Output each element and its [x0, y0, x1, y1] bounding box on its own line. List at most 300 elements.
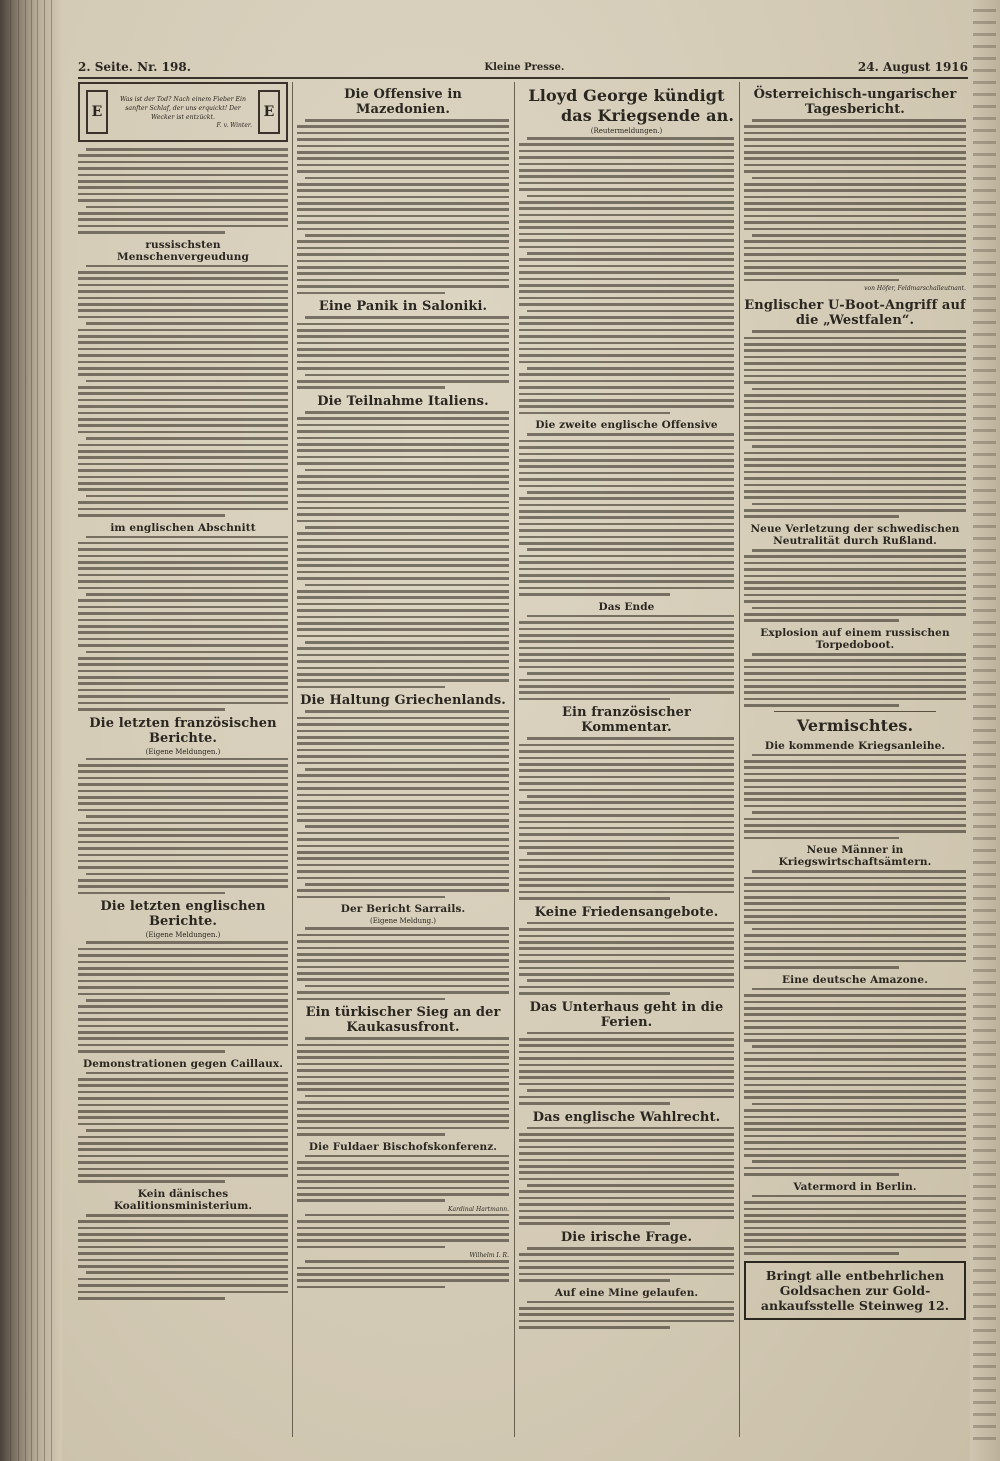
- text-line: [297, 1286, 445, 1289]
- adjacent-page-text-line: [973, 549, 996, 552]
- text-line: [752, 234, 966, 237]
- text-line: [78, 1233, 288, 1236]
- text-line: [297, 272, 509, 275]
- text-line: [519, 393, 734, 396]
- adjacent-page-text-line: [973, 1017, 996, 1020]
- text-line: [744, 477, 966, 480]
- adjacent-page-text-line: [973, 1245, 996, 1248]
- text-line: [744, 420, 966, 423]
- text-line: [527, 491, 734, 494]
- article-title: Neue Verletzung der schwedischen Neutralität durch Rußland.: [750, 523, 960, 548]
- body-text-lines: [297, 710, 509, 898]
- text-line: [744, 921, 966, 924]
- adjacent-page-text-line: [973, 693, 996, 696]
- body-text-lines: [297, 1214, 509, 1249]
- text-line: [744, 490, 966, 493]
- text-line: [744, 202, 966, 205]
- body-text-lines: [744, 1195, 966, 1255]
- text-line: [519, 150, 734, 153]
- text-line: [744, 786, 966, 789]
- text-line: [78, 695, 288, 698]
- text-line: [86, 941, 288, 944]
- text-line: [78, 348, 288, 351]
- article-title: Die Fuldaer Bischofskonferenz.: [308, 1140, 498, 1153]
- body-text-lines: [744, 754, 966, 840]
- text-line: [297, 889, 509, 892]
- adjacent-page-text-line: [973, 33, 996, 36]
- text-line: [297, 335, 509, 338]
- text-line: [78, 567, 288, 570]
- column-divider: [514, 82, 515, 1437]
- adjacent-page-text-line: [973, 897, 996, 900]
- adjacent-page-text-line: [973, 213, 996, 216]
- ad-line: Bringt alle entbehrlichen: [765, 1267, 945, 1283]
- text-line: [297, 215, 509, 218]
- adjacent-page-text-line: [973, 825, 996, 828]
- text-line: [78, 501, 288, 504]
- ornament-icon: E: [258, 90, 280, 134]
- text-line: [744, 1201, 966, 1204]
- text-line: [519, 175, 734, 178]
- text-line: [519, 1096, 734, 1099]
- body-text-lines: [78, 536, 288, 711]
- text-line: [744, 966, 899, 969]
- text-line: [519, 226, 734, 229]
- text-line: [744, 343, 966, 346]
- text-line: [744, 509, 966, 512]
- text-line: [744, 600, 966, 603]
- text-line: [78, 1220, 288, 1223]
- text-line: [78, 161, 288, 164]
- text-line: [78, 1110, 288, 1113]
- text-line: [744, 356, 966, 359]
- text-line: [305, 1155, 509, 1158]
- signature: Kardinal Hartmann.: [448, 1205, 509, 1213]
- text-line: [519, 465, 734, 468]
- text-line: [297, 279, 509, 282]
- adjacent-page-text-line: [973, 1257, 996, 1260]
- body-text-lines: [297, 1037, 509, 1135]
- text-line: [744, 221, 966, 224]
- text-line: [78, 225, 288, 228]
- adjacent-page-text-line: [973, 981, 996, 984]
- text-line: [78, 514, 225, 517]
- text-line: [519, 316, 734, 319]
- text-line: [519, 884, 734, 887]
- adjacent-page-text-line: [973, 837, 996, 840]
- adjacent-page-text-line: [973, 1317, 996, 1320]
- adjacent-page-text-line: [973, 705, 996, 708]
- adjacent-page-text-line: [973, 1125, 996, 1128]
- text-line: [297, 285, 509, 288]
- adjacent-page-text-line: [973, 885, 996, 888]
- body-text-lines: [78, 1072, 288, 1183]
- text-line: [297, 1279, 509, 1282]
- text-line: [519, 516, 734, 519]
- text-line: [744, 484, 966, 487]
- adjacent-page-text-line: [973, 69, 996, 72]
- text-line: [744, 170, 966, 173]
- text-line: [297, 781, 509, 784]
- text-line: [519, 1178, 734, 1181]
- text-line: [744, 824, 966, 827]
- text-line: [78, 1297, 225, 1300]
- adjacent-page-text-line: [973, 297, 996, 300]
- text-line: [519, 485, 734, 488]
- text-line: [78, 708, 225, 711]
- text-line: [744, 953, 966, 956]
- text-line: [519, 580, 734, 583]
- text-line: [78, 973, 288, 976]
- text-line: [78, 967, 288, 970]
- text-line: [519, 214, 734, 217]
- text-line: [297, 736, 509, 739]
- adjacent-page-text-line: [973, 801, 996, 804]
- text-line: [78, 444, 288, 447]
- text-line: [744, 189, 966, 192]
- text-line: [78, 561, 288, 564]
- article-title: Kein dänisches Koalitionsministerium.: [113, 1187, 253, 1212]
- adjacent-page-text-line: [973, 9, 996, 12]
- text-line: [519, 459, 734, 462]
- poem-text: Was ist der Tod? Nach einem Fieber Ein sanfter Schlaf, der uns erquickt! Der Wecker ist entzückt.: [119, 95, 247, 121]
- page-number: 2. Seite. Nr. 198.: [78, 60, 191, 74]
- text-line: [744, 240, 966, 243]
- book-binding: [0, 0, 62, 1461]
- column-divider: [292, 82, 293, 1437]
- text-line: [744, 151, 966, 154]
- text-line: [744, 1077, 966, 1080]
- text-line: [752, 1103, 966, 1106]
- text-line: [297, 1233, 509, 1236]
- text-line: [744, 587, 966, 590]
- text-line: [519, 872, 734, 875]
- text-line: [752, 1195, 966, 1198]
- body-text-lines: [744, 870, 966, 968]
- adjacent-page-text-line: [973, 237, 996, 240]
- adjacent-page-text-line: [973, 1425, 996, 1428]
- text-line: [519, 954, 734, 957]
- text-line: [519, 1171, 734, 1174]
- text-line: [744, 1001, 966, 1004]
- text-line: [297, 1056, 509, 1059]
- text-line: [297, 424, 509, 427]
- text-line: [744, 496, 966, 499]
- adjacent-page-text-line: [973, 1113, 996, 1116]
- text-line: [527, 195, 734, 198]
- text-line: [297, 240, 509, 243]
- adjacent-page-text-line: [973, 453, 996, 456]
- text-line: [744, 400, 966, 403]
- text-line: [78, 663, 288, 666]
- text-line: [744, 947, 966, 950]
- text-line: [297, 686, 445, 689]
- text-line: [78, 354, 288, 357]
- text-line: [519, 169, 734, 172]
- text-line: [744, 685, 966, 688]
- text-line: [297, 966, 509, 969]
- text-line: [297, 647, 509, 650]
- text-line: [297, 367, 509, 370]
- text-line: [86, 651, 288, 654]
- text-line: [297, 749, 509, 752]
- text-line: [78, 1284, 288, 1287]
- text-line: [86, 1271, 288, 1274]
- text-line: [519, 992, 670, 995]
- text-line: [519, 960, 734, 963]
- adjacent-page-text-line: [973, 993, 996, 996]
- article-title: Auf eine Mine gelaufen.: [554, 1286, 699, 1299]
- text-line: [519, 542, 734, 545]
- text-line: [527, 1301, 734, 1304]
- text-line: [527, 1032, 734, 1035]
- text-line: [744, 228, 966, 231]
- text-line: [297, 1220, 509, 1223]
- text-line: [297, 742, 509, 745]
- adjacent-page-text-line: [973, 813, 996, 816]
- text-line: [78, 670, 288, 673]
- text-line: [86, 999, 288, 1002]
- text-line: [519, 1279, 670, 1282]
- text-line: [519, 453, 734, 456]
- text-line: [297, 157, 509, 160]
- text-line: [297, 260, 509, 263]
- text-line: [744, 994, 966, 997]
- text-line: [86, 536, 288, 539]
- text-line: [744, 1065, 966, 1068]
- text-line: [744, 1167, 966, 1170]
- text-line: [744, 369, 966, 372]
- article-title: Ein französischer Kommentar.: [562, 705, 691, 736]
- text-line: [297, 1199, 445, 1202]
- text-line: [519, 1320, 734, 1323]
- text-line: [78, 1025, 288, 1028]
- text-line: [78, 885, 288, 888]
- text-line: [519, 593, 670, 596]
- text-line: [78, 802, 288, 805]
- adjacent-page-text-line: [973, 1209, 996, 1212]
- text-line: [297, 202, 509, 205]
- text-line: [78, 1227, 288, 1230]
- text-line: [744, 279, 899, 282]
- text-line: [519, 814, 734, 817]
- text-line: [744, 805, 966, 808]
- text-line: [297, 1167, 509, 1170]
- text-line: [78, 1097, 288, 1100]
- text-line: [297, 417, 509, 420]
- text-line: [519, 156, 734, 159]
- text-line: [519, 935, 734, 938]
- article-title: Der Bericht Sarrails.: [340, 903, 466, 916]
- text-line: [744, 698, 966, 701]
- adjacent-page-text-line: [973, 45, 996, 48]
- text-line: [519, 769, 734, 772]
- text-line: [519, 679, 734, 682]
- column-2: [297, 82, 509, 1441]
- body-text-lines: [519, 737, 734, 899]
- article-title: Explosion auf einem russischen Torpedoboot.: [760, 626, 950, 651]
- adjacent-page-text-line: [973, 1065, 996, 1068]
- text-line: [519, 744, 734, 747]
- text-line: [78, 174, 288, 177]
- adjacent-page-text-line: [973, 1029, 996, 1032]
- text-line: [527, 367, 734, 370]
- text-line: [744, 818, 966, 821]
- text-line: [78, 303, 288, 306]
- text-line: [305, 1214, 509, 1217]
- text-line: [519, 536, 734, 539]
- text-line: [519, 1070, 734, 1073]
- text-line: [519, 405, 734, 408]
- adjacent-page-text-line: [973, 1185, 996, 1188]
- adjacent-page-text-line: [973, 177, 996, 180]
- text-line: [78, 335, 288, 338]
- text-line: [744, 132, 966, 135]
- text-line: [78, 625, 288, 628]
- text-line: [297, 723, 509, 726]
- text-line: [744, 413, 966, 416]
- text-line: [297, 660, 509, 663]
- text-line: [305, 641, 509, 644]
- text-line: [519, 207, 734, 210]
- text-line: [519, 776, 734, 779]
- text-line: [297, 1246, 445, 1249]
- text-line: [519, 827, 734, 830]
- text-line: [78, 1265, 288, 1268]
- body-text-lines: [519, 137, 734, 414]
- text-line: [519, 1273, 734, 1276]
- text-line: [78, 1259, 288, 1262]
- text-line: [744, 1148, 966, 1151]
- text-line: [744, 394, 966, 397]
- article-title: Die irische Frage.: [560, 1230, 693, 1246]
- text-line: [78, 828, 288, 831]
- text-line: [519, 647, 734, 650]
- text-line: [297, 494, 509, 497]
- text-line: [297, 1193, 509, 1196]
- adjacent-page-text-line: [973, 1089, 996, 1092]
- text-line: [78, 644, 288, 647]
- text-line: [744, 471, 966, 474]
- body-text-lines: [78, 1214, 288, 1300]
- text-line: [297, 151, 509, 154]
- text-line: [519, 1222, 670, 1225]
- adjacent-page-text-line: [973, 141, 996, 144]
- text-line: [519, 1139, 734, 1142]
- text-line: [78, 309, 288, 312]
- article-subtitle: (Eigene Meldungen.): [145, 747, 221, 756]
- text-line: [744, 909, 966, 912]
- text-line: [305, 1260, 509, 1263]
- article-title: Österreichisch-ungarischer Tagesbericht.: [753, 87, 957, 117]
- text-line: [744, 196, 966, 199]
- text-line: [78, 1123, 288, 1126]
- text-line: [78, 638, 288, 641]
- text-line: [78, 548, 288, 551]
- text-line: [519, 258, 734, 261]
- adjacent-page-text-line: [973, 441, 996, 444]
- text-line: [297, 545, 509, 548]
- text-line: [297, 940, 509, 943]
- adjacent-page-text-line: [973, 93, 996, 96]
- text-line: [744, 562, 966, 565]
- adjacent-page-text-line: [973, 777, 996, 780]
- text-line: [78, 574, 288, 577]
- signature: Wilhelm I. R.: [469, 1252, 509, 1260]
- text-line: [297, 1174, 509, 1177]
- text-line: [744, 779, 966, 782]
- text-line: [297, 870, 509, 873]
- text-line: [519, 840, 734, 843]
- text-line: [305, 234, 509, 237]
- text-line: [744, 260, 966, 263]
- text-line: [519, 386, 734, 389]
- text-line: [519, 1260, 734, 1263]
- text-line: [519, 561, 734, 564]
- text-line: [297, 132, 509, 135]
- adjacent-page-text-line: [973, 465, 996, 468]
- text-line: [78, 186, 288, 189]
- text-line: [744, 877, 966, 880]
- adjacent-page-text-line: [973, 189, 996, 192]
- text-line: [78, 1142, 288, 1145]
- text-line: [744, 960, 966, 963]
- text-line: [519, 801, 734, 804]
- text-line: [519, 329, 734, 332]
- text-line: [297, 208, 509, 211]
- text-line: [519, 574, 734, 577]
- text-line: [744, 1084, 966, 1087]
- body-text-lines: [78, 148, 288, 234]
- body-text-lines: [297, 316, 509, 389]
- text-line: [78, 612, 288, 615]
- article-title: das Kriegsende an.: [560, 106, 734, 125]
- gold-collection-advertisement: [744, 1261, 966, 1320]
- text-line: [78, 809, 288, 812]
- text-line: [297, 596, 509, 599]
- text-line: [78, 796, 288, 799]
- adjacent-page-text-line: [973, 1365, 996, 1368]
- text-line: [527, 252, 734, 255]
- text-line: [527, 548, 734, 551]
- text-line: [78, 879, 288, 882]
- adjacent-page-text-line: [973, 1077, 996, 1080]
- text-line: [78, 488, 288, 491]
- text-line: [297, 1127, 509, 1130]
- adjacent-page-text-line: [973, 1329, 996, 1332]
- text-line: [78, 456, 288, 459]
- text-line: [297, 1076, 509, 1079]
- text-line: [519, 412, 670, 415]
- text-line: [744, 1173, 899, 1176]
- text-line: [752, 928, 966, 931]
- adjacent-page-text-line: [973, 1437, 996, 1440]
- adjacent-page-text-line: [973, 1053, 996, 1056]
- masthead-title: Kleine Presse.: [484, 61, 565, 73]
- text-line: [78, 1174, 288, 1177]
- text-line: [744, 1033, 966, 1036]
- text-line: [297, 196, 509, 199]
- text-line: [78, 770, 288, 773]
- text-line: [519, 1307, 734, 1310]
- text-line: [297, 558, 509, 561]
- text-line: [744, 766, 966, 769]
- adjacent-page-text-line: [973, 1389, 996, 1392]
- adjacent-page-text-line: [973, 129, 996, 132]
- text-line: [744, 381, 966, 384]
- text-line: [297, 361, 509, 364]
- text-line: [78, 193, 288, 196]
